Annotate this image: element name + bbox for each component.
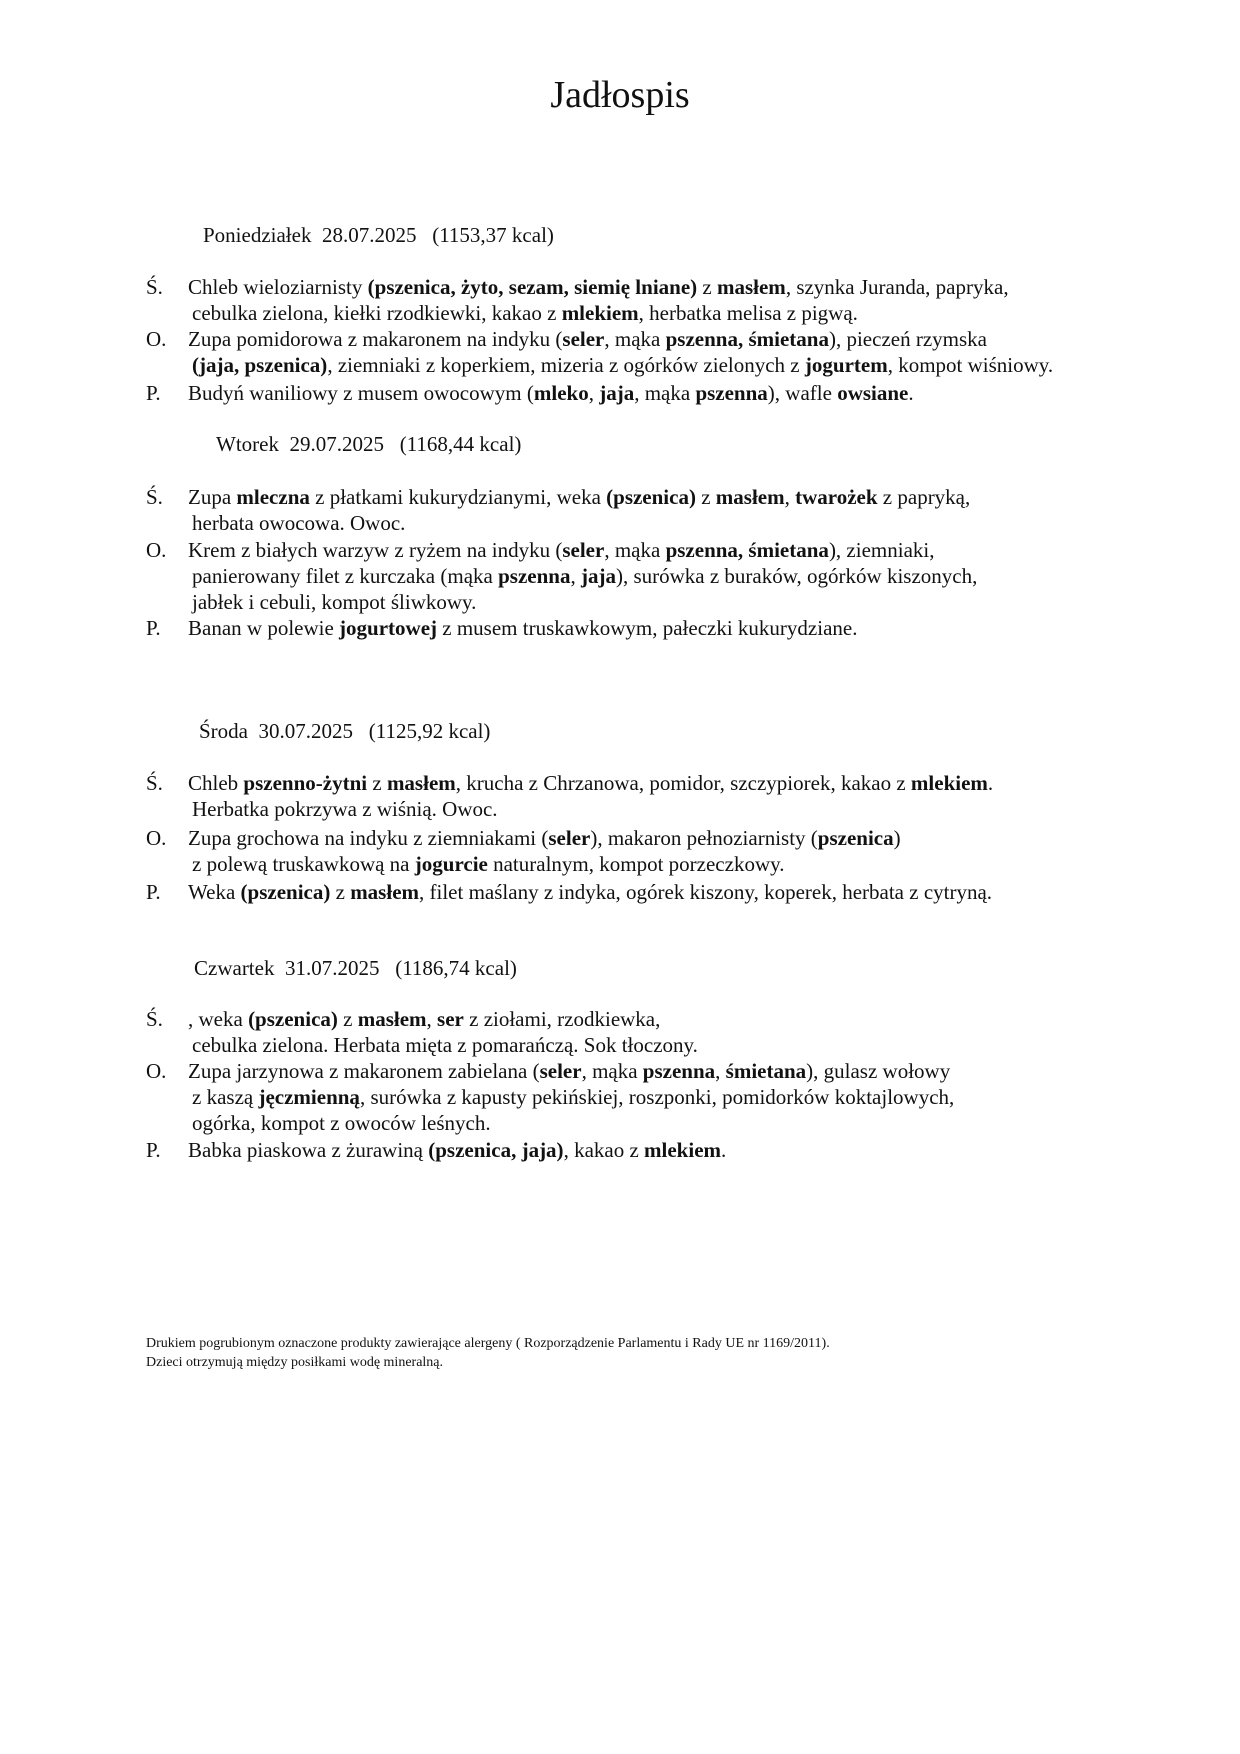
meal-snack bbox=[146, 879, 1156, 905]
meal-code: O. bbox=[146, 327, 167, 351]
day-header-tuesday: Wtorek 29.07.2025 (1168,44 kcal) bbox=[216, 432, 522, 456]
meal-code: P. bbox=[146, 616, 161, 640]
meal-code: Ś. bbox=[146, 1007, 163, 1031]
meal-description bbox=[188, 615, 1156, 641]
meal-line bbox=[188, 770, 1156, 796]
meal-text: z bbox=[367, 771, 387, 795]
meal-text: . bbox=[908, 381, 914, 405]
meal-text: z musem truskawkowym, pałeczki kukurydziane. bbox=[437, 616, 858, 640]
meal-lunch bbox=[146, 326, 1156, 378]
allergen-text: mlekiem bbox=[644, 1138, 722, 1162]
meal-text: , mąka bbox=[634, 381, 696, 405]
allergen-footnote bbox=[146, 1334, 830, 1372]
meal-breakfast bbox=[146, 484, 1156, 536]
meal-text: z polewą truskawkową na bbox=[192, 852, 415, 876]
meal-text: , bbox=[426, 1007, 438, 1031]
meal-line bbox=[188, 380, 1156, 406]
meal-text: , szynka Juranda, papryka, bbox=[785, 275, 1009, 299]
meal-text: , herbatka melisa z pigwą. bbox=[638, 301, 858, 325]
allergen-text: masłem bbox=[386, 771, 456, 795]
meal-line bbox=[188, 484, 1156, 510]
allergen-text: jaja bbox=[599, 381, 635, 405]
meal-text: ) bbox=[893, 826, 901, 850]
meal-line bbox=[188, 825, 1156, 851]
meal-description bbox=[188, 1058, 1156, 1136]
meal-snack bbox=[146, 615, 1156, 641]
meal-description bbox=[188, 380, 1156, 406]
meal-line bbox=[188, 1058, 1156, 1084]
meal-description bbox=[188, 326, 1156, 378]
meal-code: P. bbox=[146, 381, 161, 405]
allergen-text: (pszenica) bbox=[240, 880, 331, 904]
allergen-text: jaja bbox=[580, 564, 616, 588]
meal-text: , mąka bbox=[604, 327, 666, 351]
meal-line bbox=[192, 1084, 1156, 1110]
meal-line bbox=[188, 615, 1156, 641]
meal-text: , bbox=[588, 381, 600, 405]
footnote-line: Dzieci otrzymują między posiłkami wodę mineralną. bbox=[146, 1355, 444, 1370]
meal-text: , mąka bbox=[581, 1059, 643, 1083]
allergen-text: (pszenica, jaja) bbox=[428, 1138, 564, 1162]
meal-text: z bbox=[330, 880, 351, 904]
day-header-wednesday: Środa 30.07.2025 (1125,92 kcal) bbox=[199, 719, 491, 743]
meal-text: z bbox=[695, 485, 716, 509]
meal-text: cebulka zielona, kiełki rzodkiewki, kakao z bbox=[192, 301, 562, 325]
meal-line bbox=[192, 510, 1156, 536]
meal-line bbox=[192, 352, 1156, 378]
page-title: Jadłospis bbox=[550, 74, 690, 116]
meal-text: cebulka zielona. Herbata mięta z pomarańczą. Sok tłoczony. bbox=[192, 1033, 698, 1057]
meal-text: z bbox=[697, 275, 717, 299]
meal-code: Ś. bbox=[146, 771, 163, 795]
allergen-text: twarożek bbox=[795, 485, 878, 509]
meal-lunch bbox=[146, 1058, 1156, 1136]
meal-line bbox=[188, 537, 1156, 563]
meal-description bbox=[188, 825, 1156, 877]
meal-line bbox=[192, 1032, 1156, 1058]
meal-line bbox=[192, 589, 1156, 615]
meal-text: Babka piaskowa z żurawiną bbox=[188, 1138, 429, 1162]
allergen-text: pszenna bbox=[498, 564, 571, 588]
meal-line bbox=[188, 1137, 1156, 1163]
meal-text: Chleb bbox=[188, 771, 244, 795]
meal-code: Ś. bbox=[146, 275, 163, 299]
allergen-text: seler bbox=[548, 826, 591, 850]
meal-text: ), pieczeń rzymska bbox=[828, 327, 987, 351]
meal-text: Weka bbox=[188, 880, 241, 904]
meal-line bbox=[188, 326, 1156, 352]
allergen-text: pszenna bbox=[642, 1059, 716, 1083]
meal-text: z ziołami, rzodkiewka, bbox=[463, 1007, 661, 1031]
meal-text: Zupa bbox=[188, 485, 237, 509]
meal-lunch bbox=[146, 825, 1156, 877]
meal-text: , kakao z bbox=[563, 1138, 645, 1162]
meal-text: , mąka bbox=[604, 538, 666, 562]
meal-text: z papryką, bbox=[877, 485, 971, 509]
meal-lunch bbox=[146, 537, 1156, 615]
allergen-text: mleko bbox=[533, 381, 589, 405]
allergen-text: mleczna bbox=[236, 485, 310, 509]
allergen-text: owsiane bbox=[837, 381, 909, 405]
meal-text: z bbox=[337, 1007, 358, 1031]
meal-text: ogórka, kompot z owoców leśnych. bbox=[192, 1111, 491, 1135]
meal-text: , bbox=[715, 1059, 726, 1083]
allergen-text: seler bbox=[539, 1059, 582, 1083]
footnote-line: Drukiem pogrubionym oznaczone produkty zawierające alergeny ( Rozporządzenie Parlamentu i Rady UE nr 1169/2011). bbox=[146, 1336, 830, 1351]
allergen-text: seler bbox=[562, 327, 605, 351]
meal-text: Banan w polewie bbox=[188, 616, 340, 640]
meal-text: , filet maślany z indyka, ogórek kiszony, koperek, herbata z cytryną. bbox=[419, 880, 993, 904]
meal-code: P. bbox=[146, 1138, 161, 1162]
meal-text: jabłek i cebuli, kompot śliwkowy. bbox=[192, 590, 477, 614]
allergen-text: śmietana bbox=[725, 1059, 807, 1083]
meal-text: , krucha z Chrzanowa, pomidor, szczypiorek, kakao z bbox=[455, 771, 911, 795]
meal-code: O. bbox=[146, 538, 167, 562]
meal-text: panierowany filet z kurczaka (mąka bbox=[192, 564, 499, 588]
allergen-text: masłem bbox=[716, 275, 786, 299]
allergen-text: (pszenica) bbox=[606, 485, 696, 509]
meal-breakfast bbox=[146, 770, 1156, 822]
meal-text: . bbox=[987, 771, 994, 795]
meal-text: z kaszą bbox=[192, 1085, 259, 1109]
meal-snack bbox=[146, 380, 1156, 406]
meal-text: ), ziemniaki, bbox=[828, 538, 935, 562]
meal-text: Chleb wieloziarnisty bbox=[188, 275, 368, 299]
allergen-text: jogurcie bbox=[414, 852, 488, 876]
meal-line bbox=[192, 1110, 1156, 1136]
allergen-text: jogurtem bbox=[804, 353, 888, 377]
day-header-monday: Poniedziałek 28.07.2025 (1153,37 kcal) bbox=[203, 223, 554, 247]
meal-description bbox=[188, 484, 1156, 536]
day-header-thursday: Czwartek 31.07.2025 (1186,74 kcal) bbox=[194, 956, 517, 980]
meal-text: herbata owocowa. Owoc. bbox=[192, 511, 406, 535]
allergen-text: masłem bbox=[715, 485, 785, 509]
meal-line bbox=[192, 796, 1156, 822]
meal-breakfast bbox=[146, 274, 1156, 326]
meal-line bbox=[188, 274, 1156, 300]
meal-line bbox=[192, 300, 1156, 326]
allergen-text: jogurtowej bbox=[339, 616, 438, 640]
meal-description bbox=[188, 274, 1156, 326]
meal-description bbox=[188, 770, 1156, 822]
meal-text: z płatkami kukurydzianymi, weka bbox=[309, 485, 607, 509]
allergen-text: pszenno-żytni bbox=[243, 771, 368, 795]
meal-text: naturalnym, kompot porzeczkowy. bbox=[487, 852, 785, 876]
allergen-text: (pszenica, żyto, sezam, siemię lniane) bbox=[367, 275, 698, 299]
meal-text: Budyń waniliowy z musem owocowym ( bbox=[188, 381, 534, 405]
allergen-text: pszenna, śmietana bbox=[665, 327, 829, 351]
meal-breakfast bbox=[146, 1006, 1156, 1058]
meal-line bbox=[188, 1006, 1156, 1032]
allergen-text: (pszenica) bbox=[248, 1007, 338, 1031]
meal-line bbox=[192, 563, 1156, 589]
meal-text: ), makaron pełnoziarnisty ( bbox=[590, 826, 818, 850]
meal-code: Ś. bbox=[146, 485, 163, 509]
allergen-text: pszenna, śmietana bbox=[665, 538, 829, 562]
allergen-text: mlekiem bbox=[561, 301, 639, 325]
meal-text: , weka bbox=[188, 1007, 249, 1031]
allergen-text: ser bbox=[437, 1007, 464, 1031]
meal-text: ), gulasz wołowy bbox=[806, 1059, 951, 1083]
meal-description bbox=[188, 1137, 1156, 1163]
meal-text: , kompot wiśniowy. bbox=[887, 353, 1054, 377]
allergen-text: mlekiem bbox=[910, 771, 988, 795]
meal-description bbox=[188, 1006, 1156, 1058]
allergen-text: jęczmienną bbox=[258, 1085, 360, 1109]
meal-code: O. bbox=[146, 1059, 167, 1083]
meal-text: , bbox=[784, 485, 796, 509]
meal-code: P. bbox=[146, 880, 161, 904]
meal-text: ), surówka z buraków, ogórków kiszonych, bbox=[615, 564, 978, 588]
meal-snack bbox=[146, 1137, 1156, 1163]
meal-text: Zupa grochowa na indyku z ziemniakami ( bbox=[188, 826, 549, 850]
meal-description bbox=[188, 879, 1156, 905]
meal-description bbox=[188, 537, 1156, 615]
meal-text: , ziemniaki z koperkiem, mizeria z ogórków zielonych z bbox=[327, 353, 805, 377]
meal-text: Zupa pomidorowa z makaronem na indyku ( bbox=[188, 327, 563, 351]
allergen-text: pszenica bbox=[817, 826, 894, 850]
allergen-text: (jaja, pszenica) bbox=[192, 353, 328, 377]
meal-text: Herbatka pokrzywa z wiśnią. Owoc. bbox=[192, 797, 498, 821]
meal-line bbox=[192, 851, 1156, 877]
meal-text: , surówka z kapusty pekińskiej, roszponki, pomidorków koktajlowych, bbox=[359, 1085, 955, 1109]
allergen-text: masłem bbox=[350, 880, 420, 904]
allergen-text: masłem bbox=[357, 1007, 427, 1031]
allergen-text: seler bbox=[562, 538, 605, 562]
allergen-text: pszenna bbox=[695, 381, 768, 405]
meal-text: Zupa jarzynowa z makaronem zabielana ( bbox=[188, 1059, 540, 1083]
meal-text: Krem z białych warzyw z ryżem na indyku ( bbox=[188, 538, 563, 562]
meal-code: O. bbox=[146, 826, 167, 850]
meal-text: ), wafle bbox=[767, 381, 838, 405]
meal-text: . bbox=[721, 1138, 727, 1162]
meal-text: , bbox=[570, 564, 581, 588]
meal-line bbox=[188, 879, 1156, 905]
